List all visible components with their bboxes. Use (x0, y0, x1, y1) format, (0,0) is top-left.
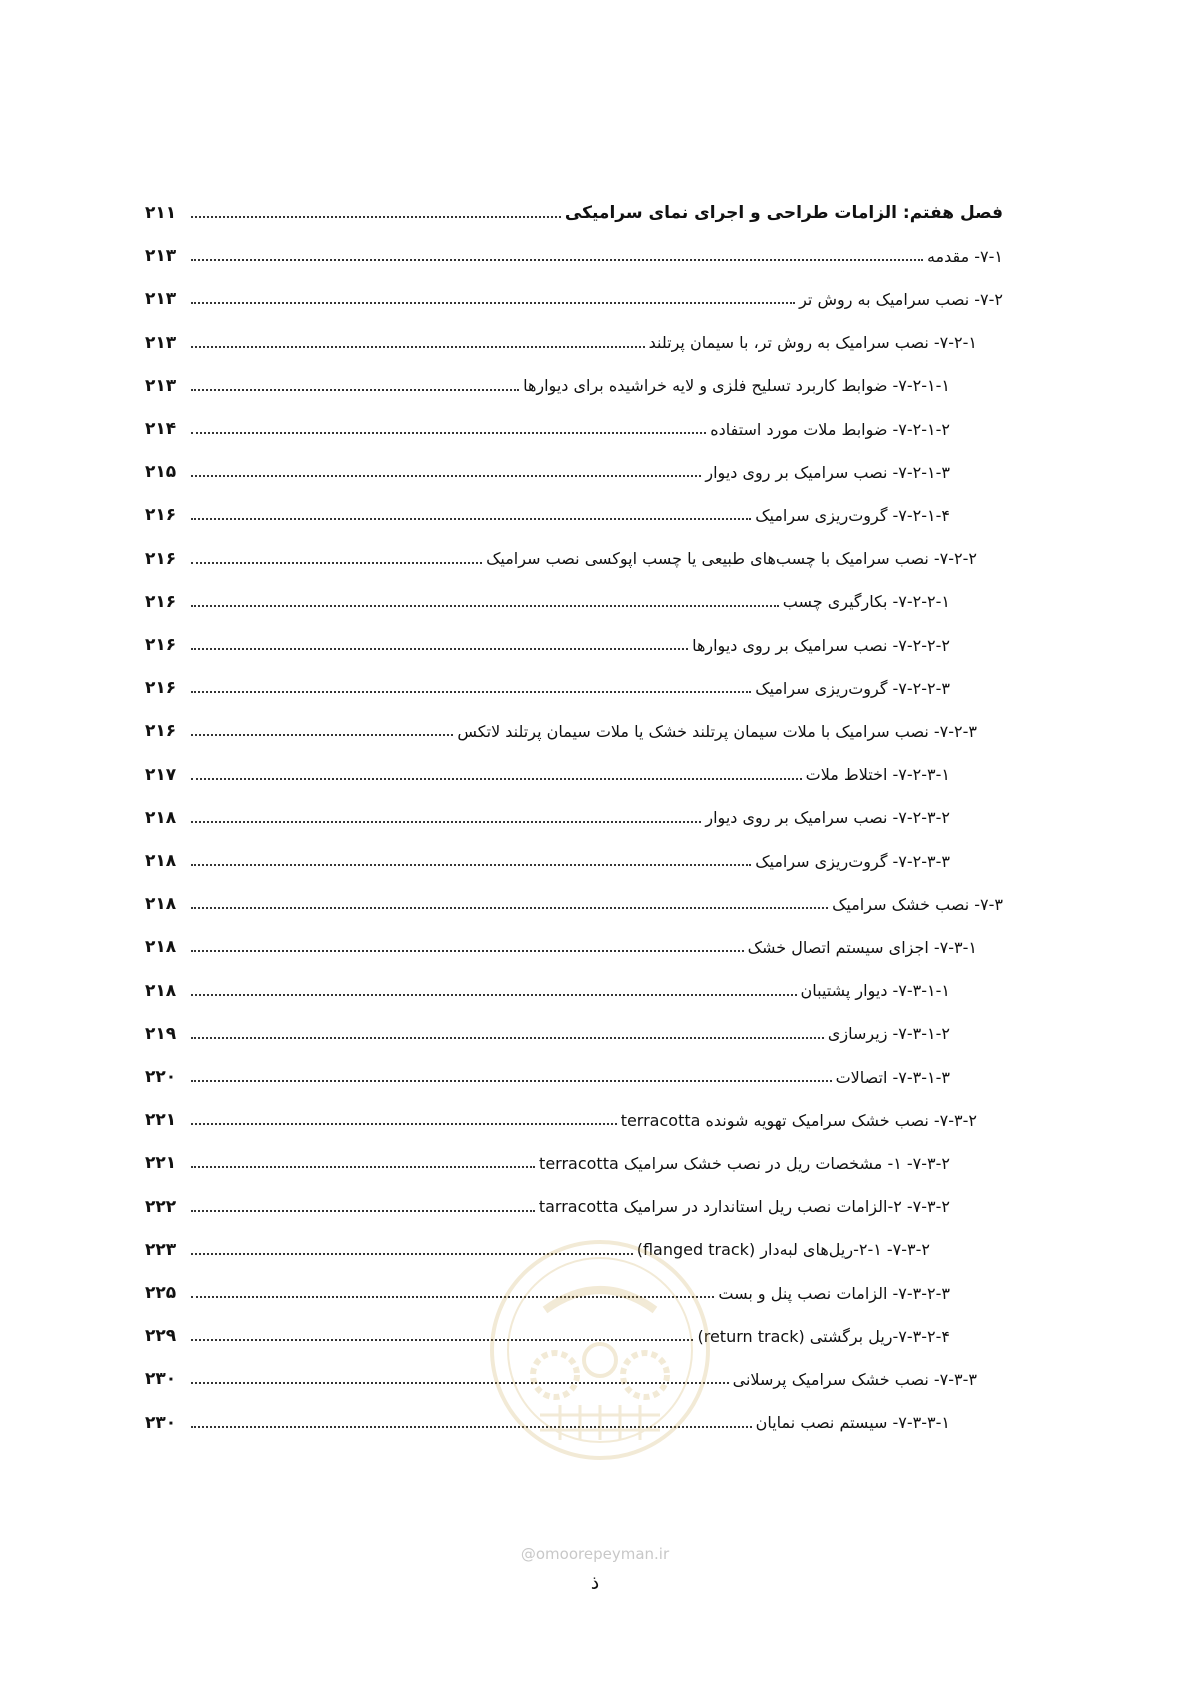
toc-entry-page: ۲۱۶ (145, 721, 177, 742)
toc-entry[interactable] (145, 752, 950, 798)
toc-leader-dots (191, 907, 828, 909)
toc-entry-page: ۲۱۸ (145, 980, 177, 1001)
toc-entry[interactable] (145, 449, 950, 495)
toc-entry-page: ۲۱۶ (145, 678, 177, 699)
toc-entry-page: ۲۲۱ (145, 1153, 177, 1174)
toc-entry-page: ۲۱۶ (145, 505, 177, 526)
toc-leader-dots (191, 821, 701, 823)
toc-leader-dots (191, 432, 706, 434)
toc-leader-dots (191, 562, 482, 564)
toc-chapter-entry[interactable] (145, 190, 1003, 236)
toc-entry-page: ۲۲۲ (145, 1196, 177, 1217)
toc-entry-title: ۷-۲-۳-۱- اختلاط ملات (805, 765, 950, 785)
toc-entry-page: ۲۱۶ (145, 591, 177, 612)
toc-leader-dots (191, 994, 797, 996)
toc-entry-page: ۲۱۱ (145, 203, 177, 223)
toc-entry-page: ۲۱۷ (145, 764, 177, 785)
toc-entry-title: ۷-۳-۲-۴-ریل برگشتی (return track) (697, 1326, 950, 1346)
toc-entry-title: ۷-۳-۱-۳- اتصالات (835, 1067, 950, 1087)
toc-entry[interactable] (145, 1097, 977, 1143)
toc-entry-page: ۲۱۳ (145, 246, 177, 267)
toc-leader-dots (191, 691, 751, 693)
toc-entry[interactable] (145, 406, 950, 452)
toc-entry-page: ۲۳۰ (145, 1412, 177, 1433)
toc-entry-page: ۲۲۹ (145, 1326, 177, 1347)
toc-leader-dots (191, 216, 561, 218)
toc-entry-title: ۷-۲-۳- نصب سرامیک با ملات سیمان پرتلند خشک یا ملات سیمان پرتلند لاتکس (457, 721, 977, 741)
toc-entry-title: ۷-۳-۲- ۲-۱-ریل‌های لبه‌دار (flanged track) (636, 1240, 930, 1260)
toc-entry[interactable] (145, 320, 977, 366)
toc-entry-page: ۲۱۴ (145, 419, 177, 439)
toc-entry[interactable] (145, 276, 1003, 322)
toc-entry-title: ۷-۲-۲- نصب سرامیک با چسب‌های طبیعی یا چسب اپوکسی نصب سرامیک (486, 549, 977, 569)
toc-entry-title: ۷-۳-۱- اجزای سیستم اتصال خشک (747, 937, 977, 957)
toc-leader-dots (191, 864, 751, 866)
toc-entry[interactable] (145, 795, 950, 841)
toc-entry-title: ۷-۳-۲- ۱- مشخصات ریل در نصب خشک سرامیک terracotta (539, 1153, 950, 1173)
toc-entry-title: ۷-۲-۲-۱- بکارگیری چسب (782, 592, 950, 612)
toc-entry[interactable] (145, 1184, 950, 1230)
toc-leader-dots (191, 1166, 535, 1168)
toc-entry-page: ۲۱۸ (145, 807, 177, 828)
toc-leader-dots (191, 518, 751, 520)
toc-leader-dots (191, 389, 519, 391)
toc-entry-title: ۷-۳-۲- ۲-الزامات نصب ریل استاندارد در سرامیک tarracotta (538, 1197, 950, 1217)
toc-leader-dots (191, 1123, 617, 1125)
toc-leader-dots (191, 475, 701, 477)
watermark-logo (485, 1235, 715, 1465)
toc-entry[interactable] (145, 1011, 950, 1057)
toc-entry[interactable] (145, 1054, 950, 1100)
toc-leader-dots (191, 950, 744, 952)
toc-entry-title: ۷-۲-۱-۴- گروت‌ریزی سرامیک (755, 505, 950, 525)
toc-entry-title: ۷-۲-۱-۱- ضوابط کاربرد تسلیح فلزی و لایه خراشیده برای دیوارها (523, 376, 950, 396)
toc-leader-dots (191, 302, 795, 304)
toc-entry-title: ۷-۲- نصب سرامیک به روش تر (799, 289, 1003, 309)
toc-entry-title: ۷-۲-۱- نصب سرامیک به روش تر، با سیمان پرتلند (648, 333, 977, 353)
toc-entry-title: ۷-۲-۱-۲- ضوابط ملات مورد استفاده (710, 419, 950, 439)
toc-entry-title: ۷-۲-۳-۲- نصب سرامیک بر روی دیوار (705, 808, 950, 828)
toc-entry-page: ۲۱۳ (145, 375, 177, 396)
toc-entry-page: ۲۱۳ (145, 332, 177, 353)
toc-entry-title: ۷-۳-۲-۳- الزامات نصب پنل و بست (718, 1283, 950, 1303)
toc-entry[interactable] (145, 536, 977, 582)
page-number: ذ (590, 1572, 600, 1594)
toc-entry-page: ۲۱۸ (145, 937, 177, 958)
toc-entry-title: ۷-۲-۲-۲- نصب سرامیک بر روی دیوارها (692, 635, 950, 655)
toc-entry-page: ۲۱۶ (145, 635, 177, 655)
toc-leader-dots (191, 648, 688, 650)
toc-entry[interactable] (145, 708, 977, 754)
toc-entry-page: ۲۳۰ (145, 1369, 177, 1390)
toc-leader-dots (191, 1037, 824, 1039)
toc-entry-title: ۷-۲-۲-۳- گروت‌ریزی سرامیک (755, 678, 950, 698)
toc-entry-page: ۲۱۳ (145, 289, 177, 310)
toc-entry-title: ۷-۱- مقدمه (926, 246, 1003, 266)
toc-entry-title: ۷-۲-۱-۳- نصب سرامیک بر روی دیوار (705, 462, 950, 482)
toc-entry[interactable] (145, 881, 1003, 927)
toc-leader-dots (191, 259, 923, 261)
toc-entry[interactable] (145, 492, 950, 538)
toc-entry-page: ۲۱۸ (145, 894, 177, 915)
toc-entry-title: ۷-۳- نصب خشک سرامیک (832, 894, 1003, 914)
toc-entry[interactable] (145, 1140, 950, 1186)
toc-leader-dots (191, 734, 453, 736)
toc-entry-title: ۷-۲-۳-۳- گروت‌ریزی سرامیک (755, 851, 950, 871)
toc-entry-title: ۷-۳-۳- نصب خشک سرامیک پرسلانی (732, 1369, 977, 1389)
toc-leader-dots (191, 1210, 535, 1212)
toc-entry-title: ۷-۳-۱-۲- زیرسازی (827, 1024, 950, 1044)
toc-entry-title: ۷-۳-۳-۱- سیستم نصب نمایان (755, 1413, 950, 1433)
toc-entry-page: ۲۲۱ (145, 1110, 177, 1131)
toc-entry-page: ۲۱۶ (145, 548, 177, 569)
toc-entry-title: ۷-۳-۱-۱- دیوار پشتیبان (800, 981, 950, 1001)
toc-leader-dots (191, 778, 802, 780)
toc-entry-page: ۲۲۵ (145, 1283, 177, 1303)
toc-entry[interactable] (145, 968, 950, 1014)
toc-entry[interactable] (145, 665, 950, 711)
toc-entry-page: ۲۲۳ (145, 1239, 177, 1260)
toc-entry[interactable] (145, 579, 950, 625)
toc-entry[interactable] (145, 924, 977, 970)
toc-entry[interactable] (145, 838, 950, 884)
watermark-url: @omoorepeyman.ir (520, 1545, 670, 1563)
toc-entry-title: فصل هفتم: الزامات طراحی و اجرای نمای سرامیکی (564, 203, 1003, 223)
toc-entry-page: ۲۱۵ (145, 462, 177, 483)
toc-entry-title: ۷-۳-۲- نصب خشک سرامیک تهویه شونده terracotta (620, 1110, 977, 1130)
toc-leader-dots (191, 605, 779, 607)
toc-entry[interactable] (145, 363, 950, 409)
toc-entry[interactable] (145, 622, 950, 668)
toc-entry[interactable] (145, 233, 1003, 279)
toc-entry-page: ۲۱۸ (145, 851, 177, 871)
toc-leader-dots (191, 1080, 832, 1082)
toc-leader-dots (191, 346, 645, 348)
toc-entry-page: ۲۲۰ (145, 1067, 177, 1087)
toc-entry-page: ۲۱۹ (145, 1023, 177, 1044)
